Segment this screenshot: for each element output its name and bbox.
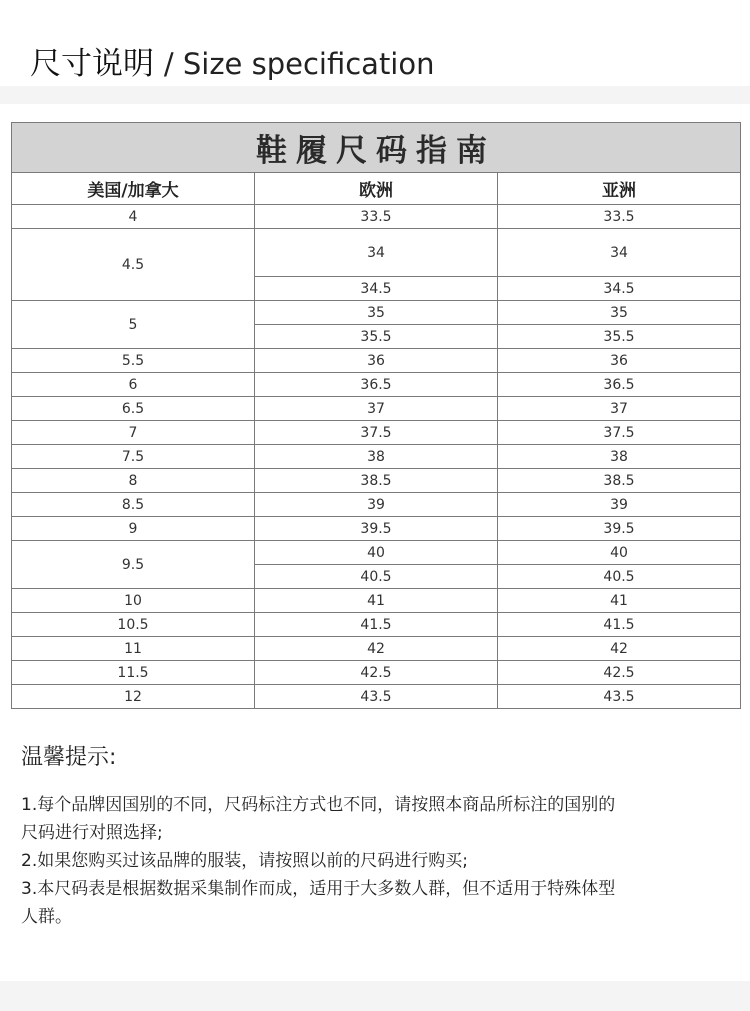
table-row [12, 421, 741, 445]
notes-line: 2.如果您购买过该品牌的服装，请按照以前的尺码进行购买; [21, 851, 468, 871]
cell-asia-size: 39.5 [498, 517, 741, 541]
cell-eu-size: 40.5 [255, 565, 498, 589]
cell-eu-size: 36.5 [255, 373, 498, 397]
cell-asia-size: 42.5 [498, 661, 741, 685]
table-row [12, 397, 741, 421]
notes-title: 温馨提示: [21, 745, 117, 770]
cell-eu-size: 33.5 [255, 205, 498, 229]
cell-us-size: 11 [12, 637, 255, 661]
cell-us-size: 5.5 [12, 349, 255, 373]
table-row [12, 445, 741, 469]
cell-us-size: 10 [12, 589, 255, 613]
cell-eu-size: 40 [255, 541, 498, 565]
page-header [0, 0, 750, 86]
page-title [30, 38, 435, 83]
cell-us-size: 4 [12, 205, 255, 229]
cell-eu-size: 41.5 [255, 613, 498, 637]
cell-asia-size: 34.5 [498, 277, 741, 301]
cell-us-size: 6 [12, 373, 255, 397]
notes-line: 3.本尺码表是根据数据采集制作而成，适用于大多数人群，但不适用于特殊体型 [21, 879, 616, 899]
cell-asia-size: 36.5 [498, 373, 741, 397]
cell-eu-size: 36 [255, 349, 498, 373]
footer-divider [0, 981, 750, 1011]
cell-us-size: 10.5 [12, 613, 255, 637]
table-row [12, 517, 741, 541]
cell-asia-size: 42 [498, 637, 741, 661]
page-title-cn: 尺寸说明 [30, 46, 154, 82]
cell-eu-size: 34.5 [255, 277, 498, 301]
cell-eu-size: 38 [255, 445, 498, 469]
table-caption: 鞋履尺码指南 [12, 123, 741, 173]
cell-eu-size: 35 [255, 301, 498, 325]
cell-us-size: 9.5 [12, 541, 255, 589]
table-caption-row [12, 123, 741, 173]
section-divider [0, 86, 750, 104]
notes-line: 尺码进行对照选择; [21, 823, 163, 843]
table-row [12, 637, 741, 661]
cell-eu-size: 37.5 [255, 421, 498, 445]
size-chart [11, 122, 740, 709]
cell-us-size: 4.5 [12, 229, 255, 301]
table-header-row [12, 173, 741, 205]
cell-eu-size: 37 [255, 397, 498, 421]
cell-asia-size: 41.5 [498, 613, 741, 637]
cell-eu-size: 39 [255, 493, 498, 517]
table-row [12, 301, 741, 325]
cell-us-size: 11.5 [12, 661, 255, 685]
table-row [12, 229, 741, 277]
cell-us-size: 12 [12, 685, 255, 709]
table-row [12, 661, 741, 685]
table-row [12, 589, 741, 613]
table-row [12, 373, 741, 397]
page-title-en: / Size specification [163, 47, 435, 81]
cell-asia-size: 35.5 [498, 325, 741, 349]
cell-asia-size: 38.5 [498, 469, 741, 493]
cell-eu-size: 43.5 [255, 685, 498, 709]
cell-eu-size: 42 [255, 637, 498, 661]
cell-eu-size: 35.5 [255, 325, 498, 349]
cell-eu-size: 41 [255, 589, 498, 613]
table-row [12, 205, 741, 229]
cell-asia-size: 37 [498, 397, 741, 421]
column-header-eu: 欧洲 [255, 173, 498, 205]
size-table [11, 122, 741, 709]
cell-asia-size: 36 [498, 349, 741, 373]
table-row [12, 349, 741, 373]
cell-us-size: 8 [12, 469, 255, 493]
cell-asia-size: 39 [498, 493, 741, 517]
cell-asia-size: 37.5 [498, 421, 741, 445]
cell-asia-size: 41 [498, 589, 741, 613]
cell-asia-size: 40.5 [498, 565, 741, 589]
cell-asia-size: 40 [498, 541, 741, 565]
cell-us-size: 5 [12, 301, 255, 349]
cell-asia-size: 35 [498, 301, 741, 325]
table-row [12, 541, 741, 565]
cell-eu-size: 34 [255, 229, 498, 277]
notes-line: 人群。 [21, 907, 72, 927]
column-header-asia: 亚洲 [498, 173, 741, 205]
cell-us-size: 6.5 [12, 397, 255, 421]
cell-asia-size: 38 [498, 445, 741, 469]
cell-eu-size: 38.5 [255, 469, 498, 493]
table-body [12, 205, 741, 709]
notes-line: 1.每个品牌因国别的不同，尺码标注方式也不同，请按照本商品所标注的国别的 [21, 795, 616, 815]
cell-eu-size: 42.5 [255, 661, 498, 685]
cell-asia-size: 34 [498, 229, 741, 277]
cell-us-size: 9 [12, 517, 255, 541]
cell-eu-size: 39.5 [255, 517, 498, 541]
table-row [12, 685, 741, 709]
column-header-us: 美国/加拿大 [12, 173, 255, 205]
cell-asia-size: 43.5 [498, 685, 741, 709]
table-row [12, 493, 741, 517]
cell-us-size: 7.5 [12, 445, 255, 469]
table-row [12, 613, 741, 637]
cell-asia-size: 33.5 [498, 205, 741, 229]
table-row [12, 469, 741, 493]
cell-us-size: 8.5 [12, 493, 255, 517]
cell-us-size: 7 [12, 421, 255, 445]
notes-section [21, 740, 737, 931]
